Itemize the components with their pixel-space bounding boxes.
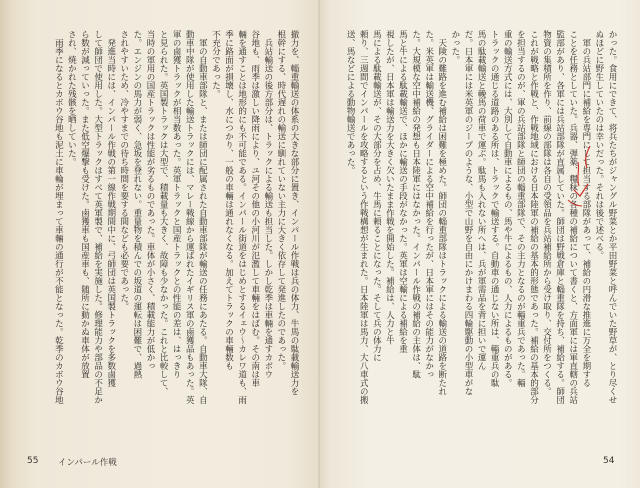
left-page-number: 55 xyxy=(27,456,39,466)
text-column: 不充分であった。 xyxy=(210,30,221,98)
text-column: 撤力を、輜重輸送の体系の大きな部分に置き、インパール作戦は兵の体力、牛馬の駄載輸送力を xyxy=(289,30,299,396)
text-column: 軍の鹵獲トラックが相当数あった。英軍トラックと国産トラックとの性能の差は、はっきり xyxy=(171,30,182,379)
text-column: 雨季になるとカボウ谷地も泥土に車輪が埋まって車輛の通行が不能となった。乾季のカボウ谷地 xyxy=(53,30,64,404)
text-column: 動車中隊が使用した輸送トラックには、マレー戦線から運ばれたイギリス軍の鹵獲品もあった。英 xyxy=(184,30,195,404)
text-column: トラックの通じる道路のある所は、トラックで輸送する。自動車の通じない所は、輜重兵の駄 xyxy=(489,30,500,387)
text-column: 馬と牛による駄載輸送で、ほかに輸送の手段がなかった。英軍は空輸による補給を重 xyxy=(397,30,408,353)
text-column: 谷地も、雨季は激しい降雨により、ユ河その他の小河川が氾濫して車輛をはばむ。その南は車 xyxy=(249,30,260,387)
text-column: され、焼かれた残骸を晒していた。 xyxy=(66,30,77,166)
right-page-number: 54 xyxy=(603,456,615,466)
text-column: 季に路面が損壊し、水につかり、一般の車輛は通れなくなる。加えてトラックの車輛数も xyxy=(223,30,234,370)
text-column: 重の輸送方式には、大別して自動車によるもの、馬や牛によるもの、人力によるものがある。 xyxy=(502,30,513,387)
text-column: ら数が減っていった。また低空爆撃も受けた。鹵獲車も国産車も、随所に動かぬ車体が放置 xyxy=(79,30,90,379)
text-column: を担当するのが、軍の兵站部隊と師団の輜重部隊で、その主力となるのが輜重兵であった。輜 xyxy=(515,30,526,387)
text-column: して師団で使用した。大型トラックはすべて英軍製で、補給を実施した。修理能力や部品の不足か xyxy=(92,30,103,404)
text-column: 送、馬などによる動物輸送であった。 xyxy=(345,30,356,175)
text-column: 当時の軍用の国産トラックは性能が劣るものであった。車体が小さく、積載能力が低かっ xyxy=(144,30,155,370)
text-column: 輛を通すことは地形的にも不可能である。インパール街道をはじめとするイェウ〜カレワ道も、雨 xyxy=(236,30,247,404)
text-column: 天険の難路を進む補給は困難を極めた。師団の輜重部隊はトラックによる輸送の道路を断たれ xyxy=(436,30,447,396)
text-column: と見られた。英国製トラックは大型で、積載量も大きく、故障も少なかった。これと比較して、 xyxy=(158,30,169,396)
text-column: 馬の駄載輸送と輓馬の荷車で運ぶ。駄馬も入れない所へは、兵が軍需品を背に担いで運ん xyxy=(476,30,487,370)
text-column: されやすいため、冷やすまでの待ち時間を要する間なども必要であった。 xyxy=(118,30,129,311)
text-column: 根幹にする、時代遅れの輸送に馴れていない主力に大きく依存して発進したのであった。 xyxy=(275,30,286,370)
text-column: 物資の集積所を作り、前線の部隊は各自の受領品を兵站補給所から受け取り、交付所をつくる。 xyxy=(541,30,552,396)
running-title: インパール作戦 xyxy=(58,458,117,468)
text-column: かった。 xyxy=(449,30,460,64)
text-column: だ。日本軍には米英軍のジープのような、小型で山野を自由にかけまわる四輪駆動の小型車がな xyxy=(462,30,473,396)
red-pen-annotation-icon xyxy=(560,140,600,212)
text-column: これが戦略と作戦と、作戦地域における日本陸軍の補給の基本的形態であった。補給の基本的部分 xyxy=(528,30,539,404)
text-column: 兵站輸送の後方部分は、トラックによる輸送も担当した。しかし乾季は車輛を通すカボウ xyxy=(262,30,273,379)
left-page-text-block xyxy=(51,30,300,410)
text-column: 頼り、三週間でインパールを攻略するという作戦構想が生まれた。日本陸軍は馬力、大八車式の搬 xyxy=(358,30,369,404)
right-page-text-block xyxy=(342,30,618,410)
text-column: かった。食用にできて、将兵たちがジャングル野菜とか平田野菜と呼んでいた野草が、とり尽くせ xyxy=(607,30,617,404)
text-column: 軍の兵站部門に補給を専門にして担当する部隊があって、補給の円滑な推進に万全を期する xyxy=(580,30,591,387)
text-column: 視したが、日本軍は輸送力を大きく欠いたまま作戦を開始した。補給は、人力と牛 xyxy=(384,30,395,345)
text-column: た。米英軍は輸送機、グライダーによる空中補給を行ったが、日本軍にはその能力がなかっ xyxy=(423,30,434,379)
text-column: た。大規模な空中補給の発想も日本陸軍にはなかった。インパール作戦の補給の主体は、駄 xyxy=(410,30,421,379)
text-column: た。エンジンの馬力が弱く、急坂を登れない。重量物を積んでの坂道の運転は困難で、過熱 xyxy=(131,30,142,379)
text-column: ぬほどに野生していたのは幸いだった。それは後で述べる。 xyxy=(593,30,604,260)
text-column: 発進当時には、インパール作戦の第一線作戦期間中に、弓師団は英国製トラックを多数鹵獲 xyxy=(105,30,116,387)
book-gutter xyxy=(318,0,320,488)
text-column: 軍の自動車部隊と、または師団に配属された自動車部隊が輸送の任務にあたる。自動車大隊、自 xyxy=(197,30,208,404)
text-column: ことを任務としていた。兵器、弾薬、糧秣の各種の補給について書くと、方面軍には軍直轄の兵站 xyxy=(567,30,578,404)
text-column: 馬による駄載輸送が、その大部分を占め、牛馬に頼ることになった。そして兵の体力に xyxy=(371,30,382,362)
text-column: 監部があり、各軍には兵站部隊が直属していた。師団は野戦倉庫と輜重隊を持ち、補給する。師団 xyxy=(554,30,565,404)
